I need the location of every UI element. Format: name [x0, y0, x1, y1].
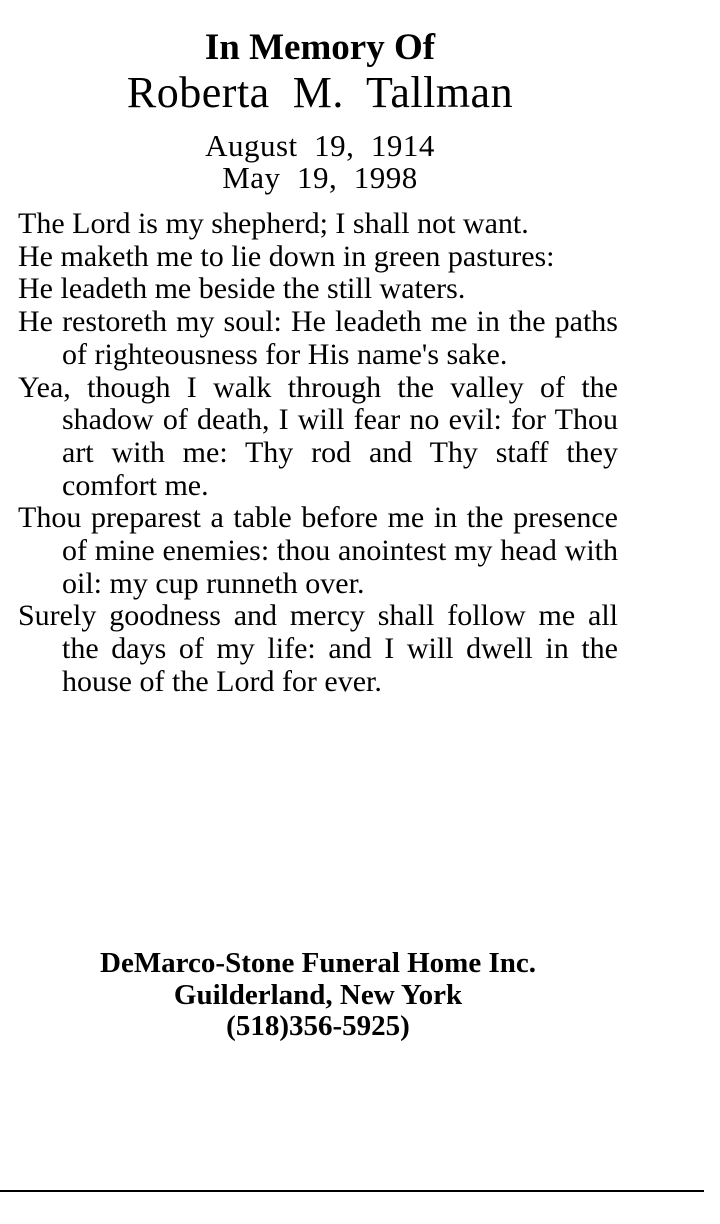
death-date: May 19, 1998	[222, 160, 418, 195]
psalm-text	[18, 208, 618, 699]
bottom-divider	[0, 1190, 704, 1192]
psalm-verse: Yea, though I walk through the valley of the shadow of death, I will fear no evil: for Thou art with me: Thy rod and Thy staff they comfort me.	[18, 370, 618, 502]
psalm-verse: Thou preparest a table before me in the presence of mine enemies: thou anointest my head with oil: my cup runneth over.	[18, 501, 618, 600]
birth-date: August 19, 1914	[205, 128, 435, 163]
psalm-verse: The Lord is my shepherd; I shall not want.	[18, 207, 529, 240]
deceased-name: Roberta M. Tallman	[126, 68, 514, 117]
funeral-home-name: DeMarco-Stone Funeral Home Inc.	[100, 947, 536, 979]
funeral-home-location: Guilderland, New York	[173, 979, 463, 1011]
psalm-verse: He maketh me to lie down in green pastures:	[18, 239, 555, 273]
psalm-verse: Surely goodness and mercy shall follow me all the days of my life: and I will dwell in the house of the Lord for ever.	[18, 599, 618, 698]
psalm-verse: He leadeth me beside the still waters.	[18, 272, 466, 306]
memorial-title: In Memory Of	[204, 27, 436, 68]
funeral-home-phone: (518)356-5925)	[226, 1010, 410, 1042]
psalm-verse: He restoreth my soul: He leadeth me in the paths of righteousness for His name's sake.	[18, 305, 618, 371]
